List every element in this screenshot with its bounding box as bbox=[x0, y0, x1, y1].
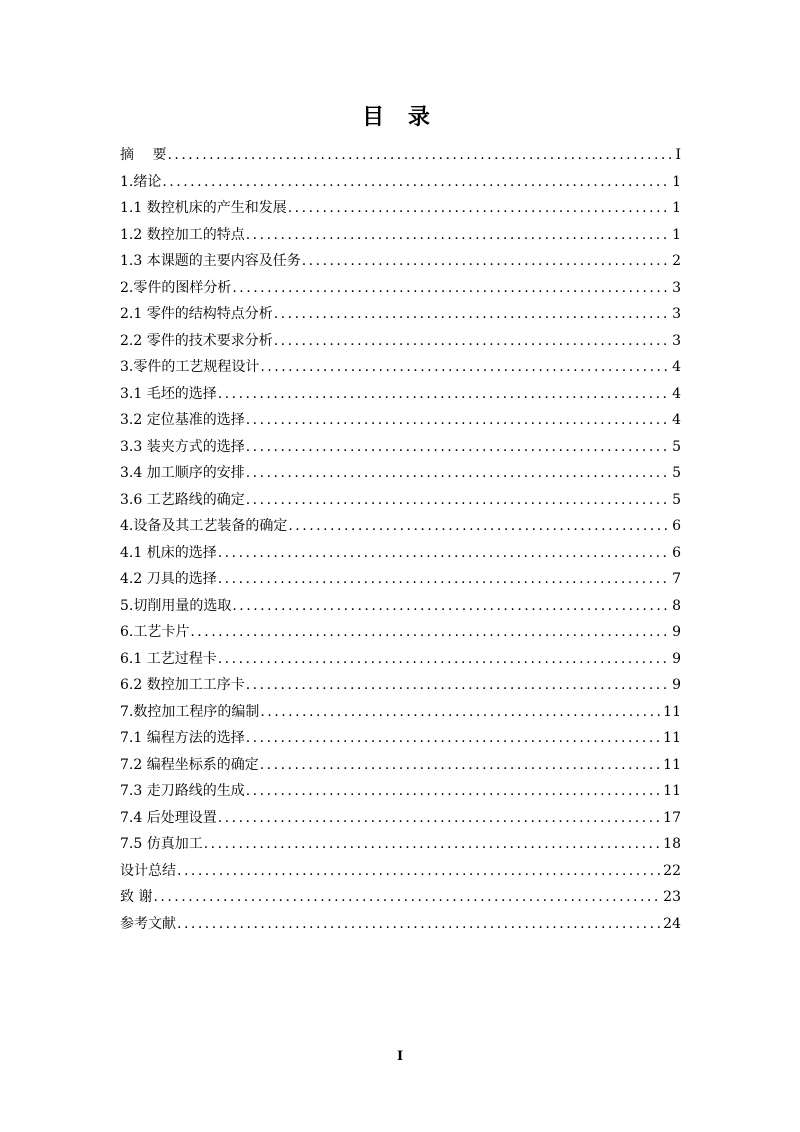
toc-entry[interactable] bbox=[120, 197, 681, 224]
page-title: 目 录 bbox=[362, 105, 438, 130]
toc-entry[interactable] bbox=[120, 277, 681, 304]
toc-dot-leader bbox=[218, 545, 671, 561]
toc-dot-leader bbox=[167, 147, 674, 163]
toc-dot-leader bbox=[246, 227, 671, 243]
toc-entry-label: 6.1 工艺过程卡 bbox=[120, 650, 217, 667]
toc-entry[interactable] bbox=[120, 807, 681, 834]
toc-entry[interactable] bbox=[120, 674, 681, 701]
toc-dot-leader bbox=[246, 677, 671, 693]
toc-entry[interactable] bbox=[120, 171, 681, 198]
toc-entry[interactable] bbox=[120, 409, 681, 436]
toc-entry-label: 3.1 毛坯的选择 bbox=[120, 385, 217, 402]
toc-entry-page-number: 18 bbox=[663, 836, 681, 852]
toc-entry-label: 1.3 本课题的主要内容及任务 bbox=[120, 253, 301, 269]
toc-entry[interactable] bbox=[120, 780, 681, 807]
toc-dot-leader bbox=[288, 518, 671, 534]
toc-entry[interactable] bbox=[120, 886, 681, 913]
toc-entry-label: 致 谢 bbox=[120, 889, 153, 905]
toc-entry-page-number: 3 bbox=[672, 306, 681, 322]
toc-entry-label: 3.2 定位基准的选择 bbox=[120, 412, 245, 428]
toc-dot-leader bbox=[204, 836, 662, 852]
toc-entry[interactable] bbox=[120, 436, 681, 463]
toc-entry[interactable] bbox=[120, 330, 681, 357]
toc-entry-page-number: 1 bbox=[672, 226, 681, 243]
toc-entry-label: 2.1 零件的结构特点分析 bbox=[120, 306, 273, 322]
toc-dot-leader bbox=[218, 651, 671, 667]
toc-dot-leader bbox=[218, 571, 671, 587]
toc-dot-leader bbox=[177, 916, 662, 932]
toc-dot-leader bbox=[288, 200, 671, 216]
table-of-contents bbox=[120, 144, 681, 939]
toc-entry-label: 4.1 机床的选择 bbox=[120, 544, 217, 561]
toc-entry-page-number: 3 bbox=[672, 332, 681, 349]
toc-dot-leader bbox=[232, 598, 671, 614]
toc-entry[interactable] bbox=[120, 595, 681, 622]
toc-dot-leader bbox=[246, 439, 671, 455]
toc-entry[interactable] bbox=[120, 224, 681, 251]
toc-entry-page-number: 22 bbox=[663, 862, 681, 879]
toc-entry-page-number: 6 bbox=[672, 544, 681, 561]
toc-entry-page-number: 17 bbox=[663, 809, 681, 826]
toc-dot-leader bbox=[260, 704, 662, 720]
toc-entry-page-number: 9 bbox=[672, 624, 681, 640]
toc-entry[interactable] bbox=[120, 648, 681, 675]
toc-entry-page-number: 9 bbox=[672, 677, 681, 693]
toc-entry-label: 6.2 数控加工工序卡 bbox=[120, 677, 245, 693]
toc-entry-page-number: 2 bbox=[672, 253, 681, 269]
toc-entry[interactable] bbox=[120, 727, 681, 754]
toc-entry-label: 3.3 装夹方式的选择 bbox=[120, 438, 245, 455]
toc-entry-label: 3.6 工艺路线的确定 bbox=[120, 491, 245, 508]
toc-entry-page-number: 11 bbox=[663, 756, 681, 773]
toc-entry-page-number: 24 bbox=[663, 915, 681, 932]
toc-entry-label: 7.3 走刀路线的生成 bbox=[120, 783, 245, 799]
toc-entry-page-number: I bbox=[675, 147, 681, 163]
toc-entry-label: 设计总结 bbox=[120, 862, 176, 879]
toc-entry-label: 2.零件的图样分析 bbox=[120, 279, 232, 296]
toc-entry-page-number: 23 bbox=[663, 889, 681, 905]
toc-entry-label: 摘 要 bbox=[120, 147, 167, 163]
toc-entry[interactable] bbox=[120, 701, 681, 728]
footer-page-number: I bbox=[396, 1049, 404, 1064]
toc-entry[interactable] bbox=[120, 144, 681, 171]
toc-entry-label: 1.1 数控机床的产生和发展 bbox=[120, 200, 287, 216]
toc-dot-leader bbox=[218, 386, 671, 402]
toc-entry[interactable] bbox=[120, 833, 681, 860]
toc-entry-page-number: 3 bbox=[672, 279, 681, 296]
toc-entry-page-number: 5 bbox=[672, 465, 681, 481]
toc-entry-page-number: 9 bbox=[672, 650, 681, 667]
toc-entry-label: 6.工艺卡片 bbox=[120, 624, 190, 640]
toc-entry-page-number: 8 bbox=[672, 597, 681, 614]
toc-dot-leader bbox=[302, 253, 671, 269]
toc-entry-page-number: 4 bbox=[672, 359, 681, 375]
toc-dot-leader bbox=[246, 465, 671, 481]
toc-entry-label: 4.设备及其工艺装备的确定 bbox=[120, 518, 288, 534]
toc-entry[interactable] bbox=[120, 913, 681, 940]
toc-entry[interactable] bbox=[120, 542, 681, 569]
toc-entry[interactable] bbox=[120, 515, 681, 542]
toc-entry-page-number: 1 bbox=[672, 200, 681, 216]
toc-entry[interactable] bbox=[120, 462, 681, 489]
toc-entry[interactable] bbox=[120, 250, 681, 277]
toc-entry-page-number: 4 bbox=[672, 412, 681, 428]
toc-entry[interactable] bbox=[120, 303, 681, 330]
toc-entry[interactable] bbox=[120, 621, 681, 648]
toc-dot-leader bbox=[218, 810, 662, 826]
toc-dot-leader bbox=[274, 333, 671, 349]
toc-dot-leader bbox=[162, 174, 671, 190]
toc-entry-page-number: 5 bbox=[672, 491, 681, 508]
toc-dot-leader bbox=[177, 863, 662, 879]
toc-entry-page-number: 1 bbox=[672, 173, 681, 190]
toc-dot-leader bbox=[246, 492, 671, 508]
toc-dot-leader bbox=[232, 280, 671, 296]
toc-entry-page-number: 7 bbox=[672, 571, 681, 587]
toc-entry-page-number: 11 bbox=[663, 730, 681, 746]
toc-entry-label: 5.切削用量的选取 bbox=[120, 597, 232, 614]
toc-entry-label: 4.2 刀具的选择 bbox=[120, 571, 217, 587]
toc-dot-leader bbox=[246, 730, 662, 746]
toc-entry-label: 1.2 数控加工的特点 bbox=[120, 226, 245, 243]
toc-dot-leader bbox=[274, 306, 671, 322]
toc-entry[interactable] bbox=[120, 568, 681, 595]
toc-entry-page-number: 11 bbox=[663, 703, 681, 720]
toc-entry[interactable] bbox=[120, 383, 681, 410]
toc-entry[interactable] bbox=[120, 489, 681, 516]
toc-dot-leader bbox=[190, 624, 671, 640]
toc-entry-page-number: 4 bbox=[672, 385, 681, 402]
toc-entry-label: 7.1 编程方法的选择 bbox=[120, 730, 245, 746]
toc-entry-label: 7.2 编程坐标系的确定 bbox=[120, 756, 259, 773]
toc-dot-leader bbox=[260, 359, 671, 375]
toc-entry-label: 1.绪论 bbox=[120, 173, 162, 190]
toc-entry-label: 7.5 仿真加工 bbox=[120, 836, 203, 852]
toc-dot-leader bbox=[260, 757, 662, 773]
toc-entry[interactable] bbox=[120, 754, 681, 781]
toc-dot-leader bbox=[246, 412, 671, 428]
toc-entry-label: 参考文献 bbox=[120, 915, 176, 932]
toc-entry-label: 7.数控加工程序的编制 bbox=[120, 703, 260, 720]
toc-entry-label: 7.4 后处理设置 bbox=[120, 809, 217, 826]
toc-entry-label: 3.零件的工艺规程设计 bbox=[120, 359, 260, 375]
toc-entry-page-number: 11 bbox=[663, 783, 681, 799]
toc-entry-label: 3.4 加工顺序的安排 bbox=[120, 465, 245, 481]
toc-dot-leader bbox=[246, 783, 662, 799]
toc-dot-leader bbox=[153, 889, 662, 905]
toc-entry[interactable] bbox=[120, 356, 681, 383]
toc-entry[interactable] bbox=[120, 860, 681, 887]
toc-entry-label: 2.2 零件的技术要求分析 bbox=[120, 332, 273, 349]
toc-entry-page-number: 5 bbox=[672, 438, 681, 455]
toc-entry-page-number: 6 bbox=[672, 518, 681, 534]
